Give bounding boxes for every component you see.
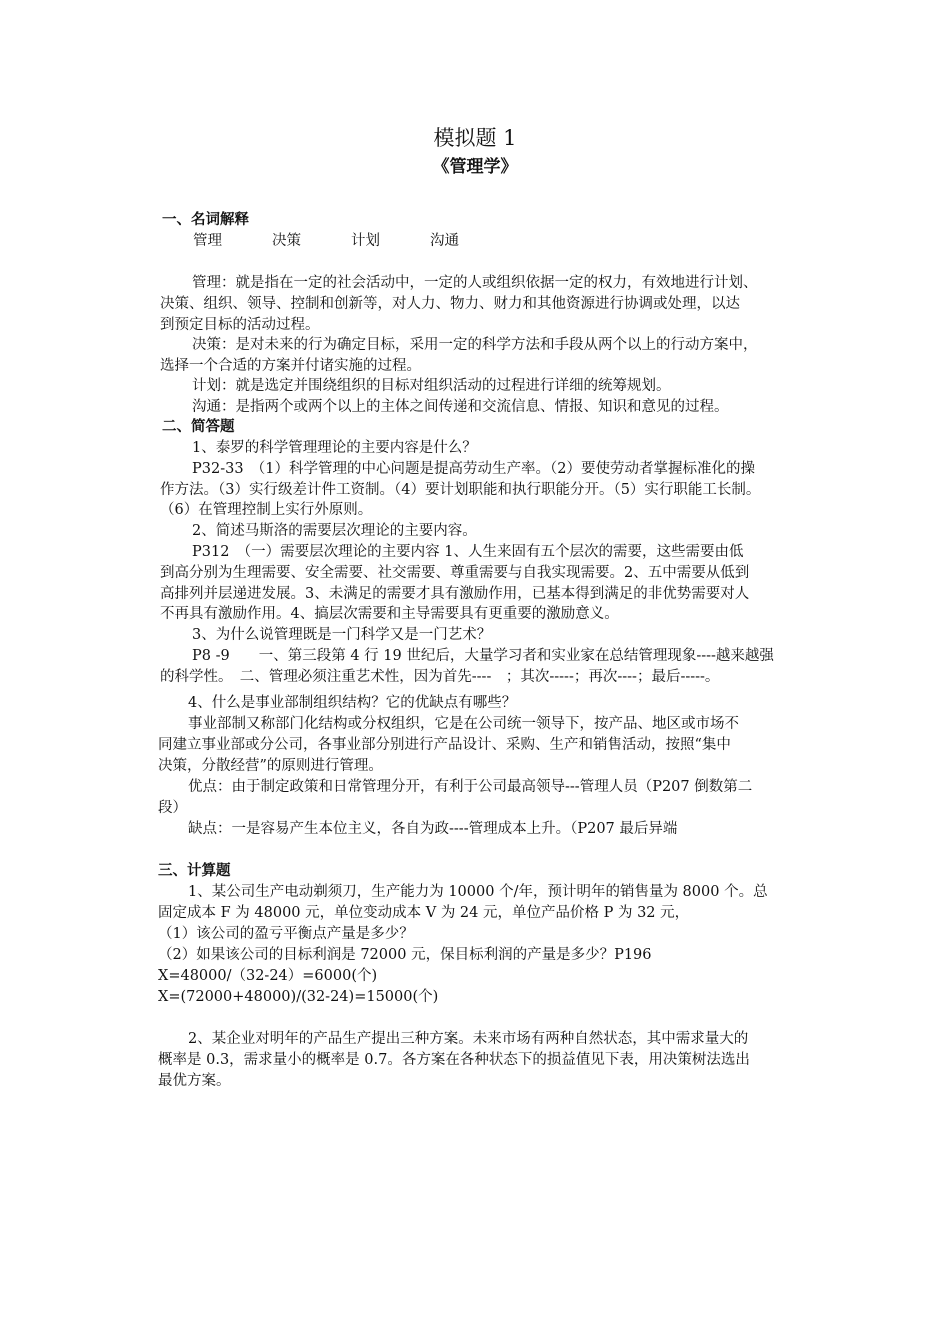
answer-line: 优点：由于制定政策和日常管理分开，有利于公司最高领导---管理人员（P207 倒数第二 xyxy=(188,779,753,795)
paragraph-line: 决策：是对未来的行为确定目标，采用一定的科学方法和手段从两个以上的行动方案中， xyxy=(192,337,758,353)
answer-line: 到高分别为生理需要、安全需要、社交需要、尊重需要与自我实现需要。2、五中需要从低到 xyxy=(160,565,750,581)
question-line: 3、为什么说管理既是一门科学又是一门艺术？ xyxy=(192,627,492,643)
problem-line: 最优方案。 xyxy=(158,1073,231,1089)
answer-line: （6）在管理控制上实行外原则。 xyxy=(160,502,373,518)
problem-line: （2）如果该公司的目标利润是 72000 元，保目标利润的产量是多少？P196 xyxy=(158,947,652,963)
term-item: 计划 xyxy=(351,233,380,249)
answer-line: P8 -9 一、第三段第 4 行 19 世纪后，大量学习者和实业家在总结管理现象----越来越强 xyxy=(192,648,774,664)
page-subtitle: 《管理学》 xyxy=(432,157,518,177)
answer-line: P312 （一）需要层次理论的主要内容 1、人生来固有五个层次的需要，这些需要由低 xyxy=(192,544,744,560)
paragraph-line: 计划：就是选定并围绕组织的目标对组织活动的过程进行详细的统筹规划。 xyxy=(192,378,671,394)
answer-line: 不再具有激励作用。4、搞层次需要和主导需要具有更重要的激励意义。 xyxy=(160,606,619,622)
answer-line: P32-33 （1）科学管理的中心问题是提高劳动生产率。（2）要使劳动者掌握标准化的操 xyxy=(192,461,756,477)
paragraph-line: 到预定目标的活动过程。 xyxy=(160,317,320,333)
term-list xyxy=(193,231,509,251)
answer-line: 同建立事业部或分公司，各事业部分别进行产品设计、采购、生产和销售活动，按照“集中 xyxy=(158,737,731,753)
formula-line: X=(72000+48000)/(32-24)=15000(个) xyxy=(158,989,439,1005)
page-title: 模拟题 1 xyxy=(433,126,517,150)
problem-line: 2、某企业对明年的产品生产提出三种方案。未来市场有两种自然状态，其中需求量大的 xyxy=(188,1031,749,1047)
section-heading-calculation: 三、计算题 xyxy=(158,863,231,879)
answer-line: 高排列并层递进发展。3、未满足的需要才具有激励作用，已基本得到满足的非优势需要对人 xyxy=(160,586,750,602)
answer-line: 缺点：一是容易产生本位主义，各自为政----管理成本上升。（P207 最后异端 xyxy=(188,821,678,837)
question-line: 1、泰罗的科学管理理论的主要内容是什么？ xyxy=(192,440,477,456)
problem-line: 概率是 0.3，需求量小的概率是 0.7。各方案在各种状态下的损益值见下表，用决策树法选出 xyxy=(158,1052,750,1068)
formula-line: X=48000/（32-24）=6000(个) xyxy=(158,968,378,984)
paragraph-line: 决策、组织、领导、控制和创新等，对人力、物力、财力和其他资源进行协调或处理，以达 xyxy=(160,296,740,312)
paragraph-line: 管理：就是指在一定的社会活动中，一定的人或组织依据一定的权力，有效地进行计划、 xyxy=(192,275,758,291)
term-item: 沟通 xyxy=(430,233,459,249)
problem-line: 1、某公司生产电动剃须刀，生产能力为 10000 个/年，预计明年的销售量为 8000 个。总 xyxy=(188,884,768,900)
answer-line: 段） xyxy=(158,800,187,816)
answer-line: 事业部制又称部门化结构或分权组织，它是在公司统一领导下，按产品、地区或市场不 xyxy=(188,716,739,732)
problem-line: 固定成本 F 为 48000 元，单位变动成本 V 为 24 元，单位产品价格 P 为 32 元， xyxy=(158,905,690,921)
answer-line: 的科学性。 二、管理必须注重艺术性，因为首先---- ；其次-----；再次----；最后-----。 xyxy=(160,669,720,685)
question-line: 4、什么是事业部制组织结构？它的优缺点有哪些？ xyxy=(188,695,517,711)
term-item: 管理 xyxy=(193,233,222,249)
answer-line: 作方法。（3）实行级差计件工资制。（4）要计划职能和执行职能分开。（5）实行职能工长制。 xyxy=(160,482,761,498)
paragraph-line: 选择一个合适的方案并付诸实施的过程。 xyxy=(160,358,421,374)
section-heading-definitions: 一、名词解释 xyxy=(162,212,249,228)
term-item: 决策 xyxy=(272,233,301,249)
problem-line: （1）该公司的盈亏平衡点产量是多少？ xyxy=(158,926,414,942)
question-line: 2、简述马斯洛的需要层次理论的主要内容。 xyxy=(192,523,477,539)
paragraph-line: 沟通：是指两个或两个以上的主体之间传递和交流信息、情报、知识和意见的过程。 xyxy=(192,399,729,415)
answer-line: 决策，分散经营”的原则进行管理。 xyxy=(158,758,383,774)
section-heading-short-answer: 二、简答题 xyxy=(162,419,235,435)
